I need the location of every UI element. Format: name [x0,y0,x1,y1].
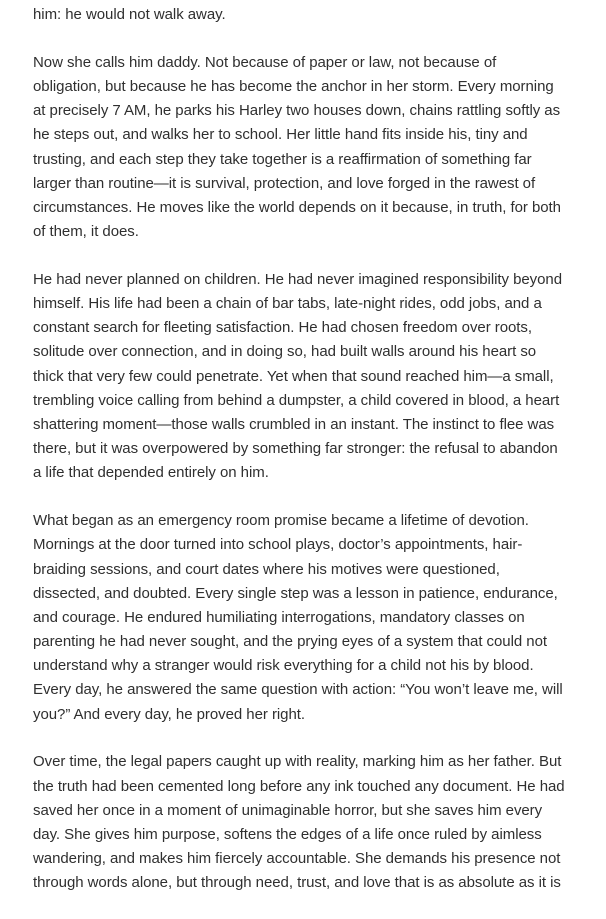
text-line: larger than routine—it is survival, protection, and love forged in the rawest of [33,174,536,192]
text-line: himself. His life had been a chain of bar tabs, late-night rides, odd jobs, and a [33,295,542,313]
text-line: Mornings at the door turned into school plays, doctor’s appointments, hair- [33,536,523,554]
paragraph-5 [33,750,593,895]
paragraph-2 [33,51,593,245]
text-line: he steps out, and walks her to school. Her little hand fits inside his, tiny and [33,126,528,144]
text-line: day. She gives him purpose, softens the edges of a life once ruled by aimless [33,826,542,843]
text-line: of them, it does. [33,223,139,241]
text-line: a life that depended entirely on him. [33,464,269,482]
paragraph-1 [33,3,593,27]
paragraph-4 [33,509,593,727]
text-line: He had never planned on children. He had never imagined responsibility beyond [33,270,562,288]
text-line: through words alone, but through need, trust, and love that is as absolute as it is [33,874,561,892]
text-line: there, but it was overpowered by something far stronger: the refusal to abandon [33,440,558,458]
text-line: shattering moment—those walls crumbled in an instant. The instinct to flee was [33,416,555,433]
text-line: trembling voice calling from behind a dumpster, a child covered in blood, a heart [33,391,560,409]
text-line: What began as an emergency room promise became a lifetime of devotion. [33,512,529,530]
text-line: and courage. He endured humiliating interrogations, mandatory classes on [33,608,525,626]
text-line: saved her once in a moment of unimaginable horror, but she saves him every [33,801,543,819]
text-line: trusting, and each step they take together is a reaffirmation of something far [33,150,532,168]
text-line: parenting he had never sought, and the prying eyes of a system that could not [33,633,547,651]
text-line: wandering, and makes him fiercely accountable. She demands his presence not [33,850,561,868]
document-body [33,3,593,919]
text-line: braiding sessions, and court dates where his motives were questioned, [33,560,500,578]
text-line: thick that very few could penetrate. Yet when that sound reached him—a small, [33,367,554,385]
text-line: you?” And every day, he proved her right. [33,705,306,723]
text-line: dissected, and doubted. Every single step was a lesson in patience, endurance, [33,584,558,602]
text-line: understand why a stranger would risk everything for a child not his by blood. [33,657,534,675]
text-line: circumstances. He moves like the world depends on it because, in truth, for both [33,198,561,216]
text-line: Now she calls him daddy. Not because of paper or law, not because of [33,53,497,71]
text-line: at precisely 7 AM, he parks his Harley two houses down, chains rattling softly as [33,102,561,120]
text-line: him: he would not walk away. [33,6,226,23]
text-line: obligation, but because he has become the anchor in her storm. Every morning [33,77,554,95]
text-line: Over time, the legal papers caught up with reality, marking him as her father. But [33,753,562,771]
text-line: the truth had been cemented long before any ink touched any document. He had [33,777,565,795]
text-line: solitude over connection, and in doing so, had built walls around his heart so [33,343,537,361]
text-line: Every day, he answered the same question with action: “You won’t leave me, will [33,681,563,699]
paragraph-3 [33,268,593,486]
text-line: constant search for fleeting satisfaction. He had chosen freedom over roots, [33,319,532,337]
